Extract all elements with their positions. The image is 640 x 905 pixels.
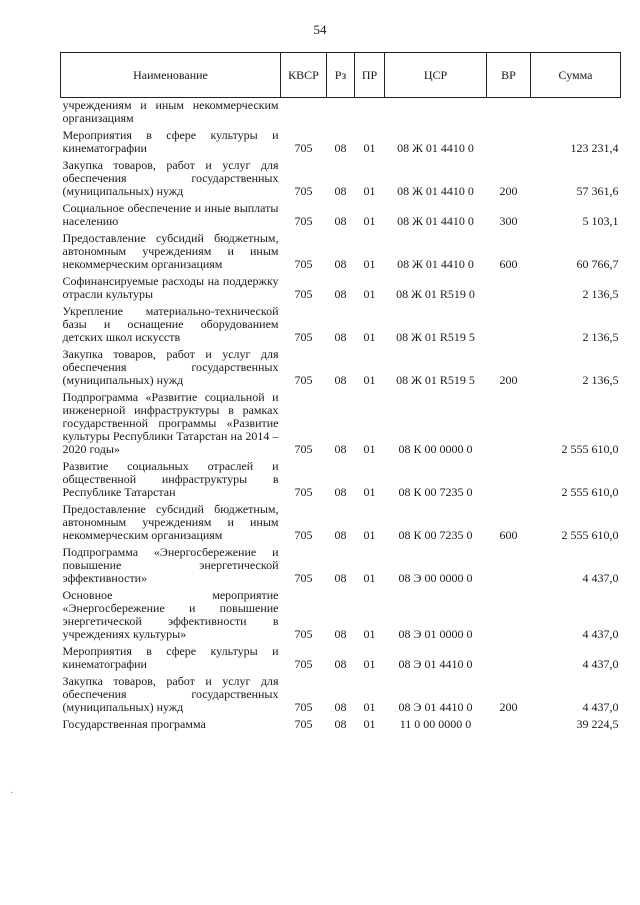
row-rz: 08: [334, 184, 347, 198]
row-name: Закупка товаров, работ и услуг для обеспечения государственных (муниципальных) нужд: [62, 674, 279, 714]
budget-table: [60, 52, 621, 733]
row-vr: 200: [499, 184, 518, 198]
row-kvsr: 705: [294, 700, 313, 714]
row-vr: 200: [499, 373, 518, 387]
row-pr: 01: [363, 657, 376, 671]
row-sum: [531, 98, 621, 128]
row-rz: 08: [334, 717, 347, 731]
row-rz: 08: [334, 571, 347, 585]
row-csr: 08 К 00 7235 0: [398, 485, 473, 499]
row-kvsr: 705: [294, 442, 313, 456]
row-name: Предоставление субсидий бюджетным, автономным учреждениям и иным некоммерческим организациям: [62, 231, 279, 271]
row-kvsr: 705: [294, 184, 313, 198]
row-vr: [487, 458, 531, 501]
row-csr: 08 Э 01 4410 0: [398, 657, 473, 671]
row-name: Софинансируемые расходы на поддержку отрасли культуры: [62, 274, 279, 301]
row-csr: 08 Ж 01 4410 0: [397, 141, 474, 155]
row-sum: 39 224,5: [576, 717, 619, 731]
row-csr: 08 Ж 01 4410 0: [397, 257, 474, 271]
row-kvsr: 705: [294, 214, 313, 228]
row-name: Государственная программа: [62, 717, 206, 731]
row-csr: 08 Э 01 4410 0: [398, 700, 473, 714]
table-body: [61, 98, 621, 734]
row-kvsr: 705: [294, 330, 313, 344]
row-pr: 01: [363, 571, 376, 585]
row-csr: 08 К 00 7235 0: [398, 528, 473, 542]
row-csr: 08 К 00 0000 0: [398, 442, 473, 456]
table-header-row: [61, 53, 621, 98]
row-csr: 08 Ж 01 R519 5: [396, 330, 475, 344]
row-vr: 200: [499, 700, 518, 714]
row-vr: [487, 643, 531, 673]
table-row: [61, 346, 621, 389]
table-row: [61, 157, 621, 200]
table-row: [61, 230, 621, 273]
row-pr: [355, 98, 385, 128]
row-csr: 08 Э 01 0000 0: [398, 627, 473, 641]
row-name: Укрепление материально-технической базы и оснащение оборудованием детских школ искусств: [62, 304, 279, 344]
row-vr: [487, 716, 531, 733]
row-sum: 2 555 610,0: [561, 485, 619, 499]
row-sum: 4 437,0: [582, 657, 619, 671]
row-sum: 2 136,5: [582, 287, 619, 301]
row-csr: 08 Ж 01 4410 0: [397, 214, 474, 228]
table-row: [61, 303, 621, 346]
row-rz: 08: [334, 257, 347, 271]
table-row: [61, 127, 621, 157]
row-sum: 4 437,0: [582, 700, 619, 714]
row-kvsr: 705: [294, 657, 313, 671]
row-vr: [487, 303, 531, 346]
table-row: [61, 544, 621, 587]
row-rz: 08: [334, 627, 347, 641]
row-vr: 300: [499, 214, 518, 228]
row-vr: 600: [499, 257, 518, 271]
row-name: Основное мероприятие «Энергосбережение и повышение энергетической эффективности в учреждениях культуры»: [62, 588, 279, 641]
row-sum: 2 136,5: [582, 330, 619, 344]
table-row: [61, 98, 621, 128]
table-row: [61, 200, 621, 230]
row-name: Мероприятия в сфере культуры и кинематографии: [62, 128, 279, 155]
row-rz: 08: [334, 373, 347, 387]
row-rz: 08: [334, 287, 347, 301]
row-vr: [487, 389, 531, 458]
row-name: Предоставление субсидий бюджетным, автономным учреждениям и иным некоммерческим организациям: [62, 502, 279, 542]
table-row: [61, 716, 621, 733]
row-kvsr: 705: [294, 485, 313, 499]
table-row: [61, 273, 621, 303]
row-rz: 08: [334, 330, 347, 344]
header-kvsr: КВСР: [281, 53, 327, 98]
row-sum: 2 555 610,0: [561, 442, 619, 456]
table-row: [61, 389, 621, 458]
row-name: Мероприятия в сфере культуры и кинематографии: [62, 644, 279, 671]
header-rz: Рз: [327, 53, 355, 98]
row-csr: 08 Ж 01 R519 5: [396, 373, 475, 387]
row-rz: 08: [334, 485, 347, 499]
row-sum: 2 136,5: [582, 373, 619, 387]
row-csr: 08 Ж 01 4410 0: [397, 184, 474, 198]
row-name: Подпрограмма «Развитие социальной и инженерной инфраструктуры в рамках государственной программы «Развитие культуры Республики Татарстан на 2014 – 2020 годы»: [62, 390, 279, 456]
row-name: Закупка товаров, работ и услуг для обеспечения государственных (муниципальных) нужд: [62, 158, 279, 198]
row-pr: 01: [363, 373, 376, 387]
table-row: [61, 458, 621, 501]
row-pr: 01: [363, 214, 376, 228]
row-kvsr: 705: [294, 571, 313, 585]
table-row: [61, 673, 621, 716]
row-vr: [487, 127, 531, 157]
row-csr: 11 0 00 0000 0: [399, 717, 472, 731]
row-pr: 01: [363, 627, 376, 641]
row-rz: 08: [334, 700, 347, 714]
row-kvsr: 705: [294, 627, 313, 641]
row-sum: 2 555 610,0: [561, 528, 619, 542]
row-rz: 08: [334, 657, 347, 671]
row-rz: [327, 98, 355, 128]
row-sum: 57 361,6: [576, 184, 619, 198]
row-vr: [487, 98, 531, 128]
row-pr: 01: [363, 700, 376, 714]
row-csr: [385, 98, 487, 128]
row-csr: 08 Ж 01 R519 0: [396, 287, 475, 301]
row-sum: 60 766,7: [576, 257, 619, 271]
header-vr: ВР: [487, 53, 531, 98]
row-vr: 600: [499, 528, 518, 542]
row-pr: 01: [363, 184, 376, 198]
row-name: учреждениям и иным некоммерческим организациям: [62, 98, 279, 125]
row-kvsr: 705: [294, 141, 313, 155]
header-sum: Сумма: [531, 53, 621, 98]
page-number: 54: [313, 22, 327, 37]
margin-mark: ·: [10, 788, 14, 799]
row-vr: [487, 587, 531, 643]
row-pr: 01: [363, 287, 376, 301]
row-rz: 08: [334, 214, 347, 228]
row-pr: 01: [363, 485, 376, 499]
row-kvsr: 705: [294, 287, 313, 301]
row-kvsr: 705: [294, 717, 313, 731]
row-rz: 08: [334, 141, 347, 155]
header-name: Наименование: [61, 53, 281, 98]
row-pr: 01: [363, 717, 376, 731]
row-vr: [487, 273, 531, 303]
header-pr: ПР: [355, 53, 385, 98]
row-pr: 01: [363, 442, 376, 456]
row-rz: 08: [334, 442, 347, 456]
table-row: [61, 501, 621, 544]
row-pr: 01: [363, 330, 376, 344]
row-kvsr: [281, 98, 327, 128]
row-name: Развитие социальных отраслей и общественной инфраструктуры в Республике Татарстан: [62, 459, 279, 499]
row-sum: 123 231,4: [570, 141, 619, 155]
row-kvsr: 705: [294, 257, 313, 271]
row-kvsr: 705: [294, 528, 313, 542]
table-row: [61, 643, 621, 673]
row-sum: 4 437,0: [582, 571, 619, 585]
row-csr: 08 Э 00 0000 0: [398, 571, 473, 585]
row-sum: 4 437,0: [582, 627, 619, 641]
row-pr: 01: [363, 257, 376, 271]
table-row: [61, 587, 621, 643]
row-pr: 01: [363, 528, 376, 542]
row-name: Социальное обеспечение и иные выплаты населению: [62, 201, 279, 228]
row-name: Подпрограмма «Энергосбережение и повышение энергетической эффективности»: [62, 545, 279, 585]
row-sum: 5 103,1: [582, 214, 619, 228]
row-pr: 01: [363, 141, 376, 155]
row-vr: [487, 544, 531, 587]
row-rz: 08: [334, 528, 347, 542]
header-csr: ЦСР: [385, 53, 487, 98]
row-kvsr: 705: [294, 373, 313, 387]
row-name: Закупка товаров, работ и услуг для обеспечения государственных (муниципальных) нужд: [62, 347, 279, 387]
